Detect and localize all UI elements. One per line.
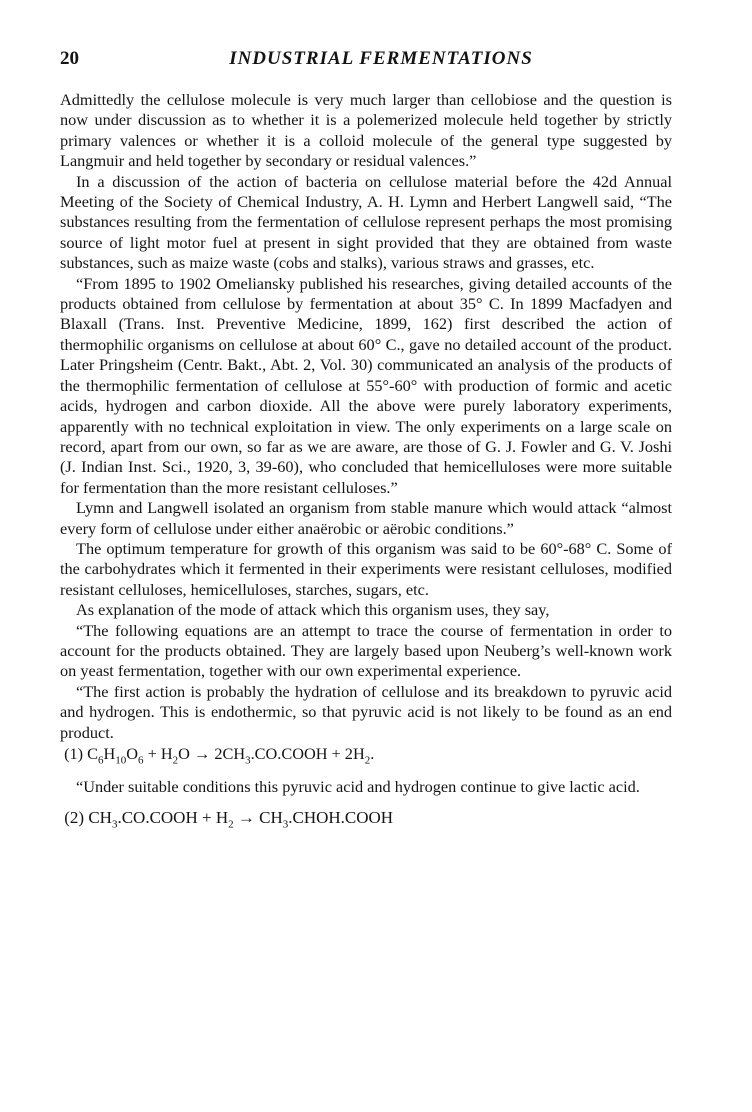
page-header [60, 48, 672, 78]
body-text [60, 90, 672, 829]
equation-2-number: (2) [64, 808, 85, 828]
paragraph-3: “From 1895 to 1902 Omeliansky published his researches, giving detailed accounts of the products obtained from cellulose by fermentation at about 35° C. In 1899 Macfadyen and Blaxall (Trans. Inst. Preventive Medicine, 1899, 162) first described the action of thermophilic organisms on cellulose at about 60° C., gave no detailed account of the product. Later Pringsheim (Centr. Bakt., Abt. 2, Vol. 30) communicated an analysis of the products of the thermophilic fermentation of cellulose at 55°-60° with production of formic and acetic acids, hydrogen and carbon dioxide. All the above were purely laboratory experiments, apparently with no technical exploitation in view. The only experiments on a large scale on record, apart from our own, so far as we are aware, are those of G. J. Fowler and G. V. Joshi (J. Indian Inst. Sci., 1920, 3, 39-60), who concluded that hemicelluloses were more suitable for fermentation than the more resistant celluloses.” [60, 273, 672, 497]
book-page [60, 48, 672, 829]
equation-2 [60, 807, 672, 829]
running-head: INDUSTRIAL FERMENTATIONS [229, 48, 533, 69]
paragraph-7: “The following equations are an attempt to trace the course of fermentation in order to account for the products obtained. They are largely based upon Neuberg’s well-known work on yeast fermentation, together with our own experimental experience. [60, 620, 672, 681]
paragraph-1: Admittedly the cellulose molecule is very much larger than cellobiose and the question is now under discussion as to whether it is a polemerized molecule held together by strictly primary valences or whether it is a colloid molecule of the general type suggested by Langmuir and held together by secondary or residual valences.” [60, 90, 672, 171]
equation-1 [60, 743, 672, 765]
paragraph-9: “Under suitable conditions this pyruvic acid and hydrogen continue to give lactic acid. [76, 777, 640, 796]
equation-1-water: + $H_2O \to 2CH_3$ [143, 744, 251, 767]
equation-2-body: $CH_3.CO.COOH + H_2$ → $CH_3.CHOH.COOH$ [88, 808, 394, 831]
paragraph-6: As explanation of the mode of attack which this organism uses, they say, [76, 600, 550, 620]
paragraph-4: Lymn and Langwell isolated an organism from stable manure which would attack “almost every form of cellulose under either anaërobic or aërobic conditions.” [60, 498, 672, 538]
equation-1-number: (1) [64, 744, 84, 763]
paragraph-8: “The first action is probably the hydration of cellulose and its breakdown to pyruvic acid and hydrogen. This is endothermic, so that pyruvic acid is not likely to be found as an end product. [60, 681, 672, 742]
paragraph-5: The optimum temperature for growth of this organism was said to be 60°-68° C. Some of the carbohydrates which it fermented in their experiments were resistant celluloses, modified resistant celluloses, hemicelluloses, starches, sugars, etc. [60, 538, 672, 599]
page-number: 20 [60, 48, 79, 69]
equation-1-cellulose: $C_6H_{10}O_6$ [87, 744, 144, 767]
paragraph-2: In a discussion of the action of bacteria on cellulose material before the 42d Annual Meeting of the Society of Chemical Industry, A. H. Lymn and Herbert Langwell said, “The substances resulting from the fermentation of cellulose represent perhaps the most promising source of light motor fuel at present in sight provided that they are obtained from waste substances, such as maize waste (cobs and stalks), various straws and grasses, etc. [60, 171, 672, 273]
equation-1-products: .CO.COOH + $2H_2$. [250, 744, 375, 767]
